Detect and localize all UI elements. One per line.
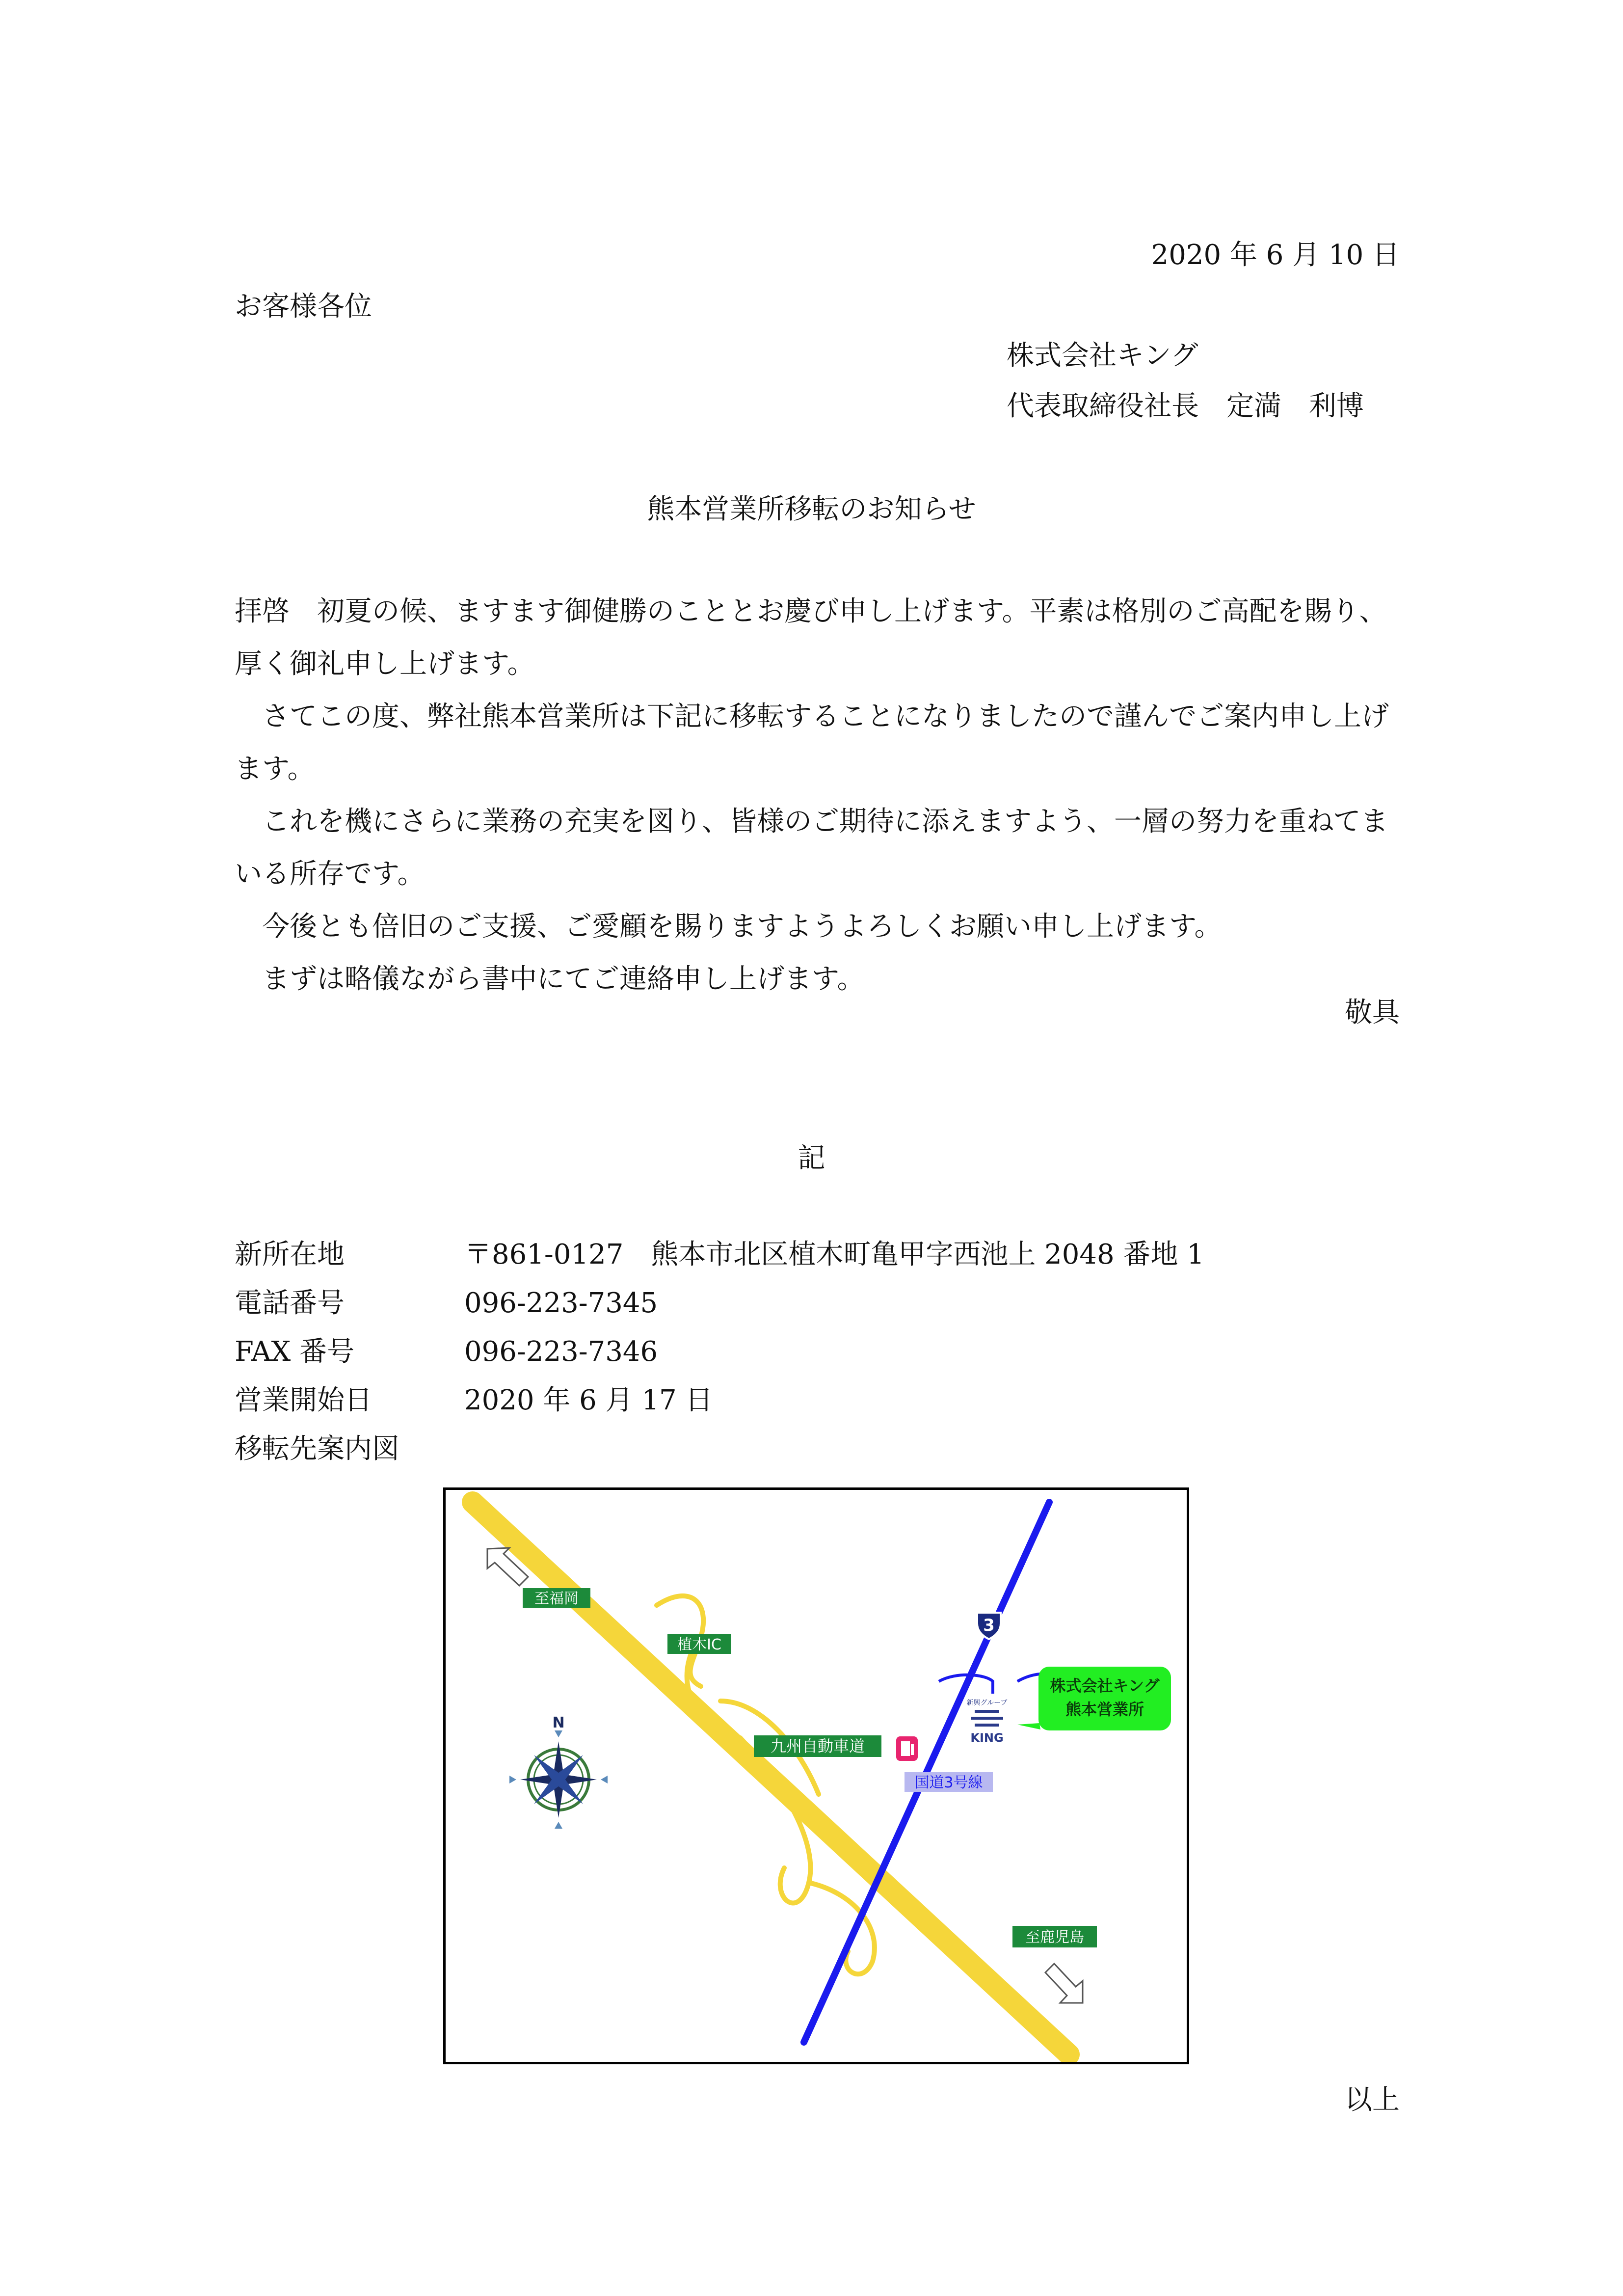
shield-number: 3: [983, 1616, 995, 1635]
compass-icon: [509, 1714, 608, 1829]
sender-representative: 代表取締役社長 定満 利博: [1007, 390, 1364, 422]
detail-value: 096-223-7345: [464, 1287, 658, 1319]
detail-value: 〒861-0127 熊本市北区植木町亀甲字西池上 2048 番地 1: [464, 1239, 1204, 1270]
closing-ijou: 以上: [1345, 2084, 1400, 2116]
expressway-label: 九州自動車道: [770, 1737, 865, 1756]
body-paragraph: 今後とも倍旧のご支援、ご愛顧を賜りますようよろしくお願い申し上げます。: [235, 911, 1222, 943]
route3-label: 国道3号線: [914, 1774, 983, 1791]
to-fukuoka-label: 至福岡: [534, 1590, 579, 1607]
detail-label: 営業開始日: [235, 1384, 372, 1416]
king-logo: [967, 1699, 1008, 1745]
letter-date: 2020 年 6 月 10 日: [1151, 239, 1400, 271]
sender-company: 株式会社キング: [1007, 340, 1198, 372]
office-name-line2: 熊本営業所: [1065, 1700, 1144, 1719]
king-group-label: 新興グループ: [966, 1699, 1008, 1707]
body-paragraph: さてこの度、弊社熊本営業所は下記に移転することになりましたので謹んでご案内申し上げます。: [235, 701, 1389, 785]
closing-keigu: 敬具: [1345, 997, 1400, 1028]
ueki-ic-label: 植木IC: [677, 1636, 721, 1653]
to-kagoshima-arrow-icon: [1045, 1964, 1083, 2003]
office-callout-pointer: [1017, 1723, 1040, 1729]
to-kagoshima-label: 至鹿児島: [1025, 1929, 1084, 1946]
body-paragraph: まずは略儀ながら書中にてご連絡申し上げます。: [235, 963, 865, 995]
route3-shield: [977, 1613, 1001, 1639]
office-name-line1: 株式会社キング: [1050, 1676, 1160, 1695]
body-paragraph: 拝啓 初夏の候、ますます御健勝のこととお慶び申し上げます。平素は格別のご高配を賜り、厚く御礼申し上げます。: [235, 595, 1387, 680]
detail-label: 新所在地: [235, 1239, 345, 1270]
detail-label: FAX 番号: [235, 1336, 355, 1368]
detail-value: 2020 年 6 月 17 日: [464, 1384, 713, 1416]
body-paragraph: これを機にさらに業務の充実を図り、皆様のご期待に添えますよう、一層の努力を重ねてまいる所存です。: [235, 806, 1388, 890]
map-heading: 移転先案内図: [235, 1433, 399, 1465]
letter-title: 熊本営業所移転のお知らせ: [647, 493, 976, 525]
detail-label: 電話番号: [235, 1287, 345, 1319]
ki-heading: 記: [798, 1142, 825, 1174]
location-map: [443, 1487, 1189, 2064]
office-callout: [1017, 1667, 1171, 1730]
detail-value: 096-223-7346: [464, 1336, 658, 1368]
gas-station-icon: [896, 1736, 918, 1761]
king-logo-text: KING: [970, 1731, 1004, 1745]
addressee: お客様各位: [235, 291, 372, 323]
compass-north: N: [552, 1714, 565, 1731]
